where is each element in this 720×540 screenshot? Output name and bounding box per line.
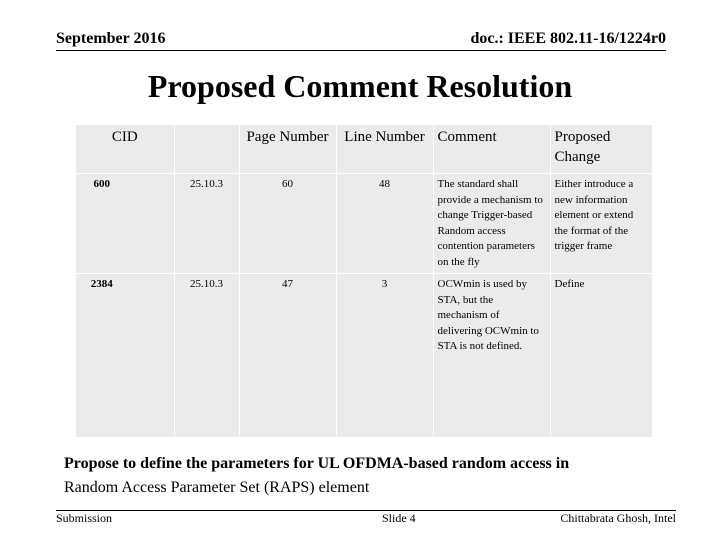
table-row bbox=[76, 274, 652, 436]
comment-table bbox=[76, 125, 652, 437]
table-header-row bbox=[76, 125, 652, 174]
cell-comment: The standard shall provide a mechanism to change Trigger-based Random access contention parameters on the fly bbox=[433, 174, 550, 274]
cell-line: 3 bbox=[336, 274, 433, 436]
footer-slide-number: Slide 4 bbox=[382, 511, 416, 525]
header-doc-id: doc.: IEEE 802.11-16/1224r0 bbox=[470, 30, 666, 47]
header-page-number: Page Number bbox=[239, 125, 336, 174]
header-cid: CID bbox=[76, 125, 174, 174]
cell-clause: 25.10.3 bbox=[174, 174, 239, 274]
header-clause bbox=[174, 125, 239, 174]
footer-submission: Submission bbox=[56, 511, 113, 525]
header-comment: Comment bbox=[433, 125, 550, 174]
slide-title: Proposed Comment Resolution bbox=[147, 68, 573, 104]
header-divider bbox=[56, 50, 666, 51]
cell-proposed-change: Either introduce a new information element or extend the format of the trigger frame bbox=[554, 178, 634, 252]
cell-cid: 600 bbox=[76, 174, 174, 274]
cell-page: 47 bbox=[239, 274, 336, 436]
cell-line: 48 bbox=[336, 174, 433, 274]
cell-cid: 2384 bbox=[76, 274, 174, 436]
header-proposed-change: Proposed Change bbox=[554, 129, 611, 165]
proposal-text bbox=[64, 452, 674, 500]
cell-comment: OCWmin is used by STA, but the mechanism of delivering OCWmin to STA is not defined. bbox=[433, 274, 550, 436]
header-line-number: Line Number bbox=[336, 125, 433, 174]
header-date: September 2016 bbox=[56, 30, 166, 47]
cell-page: 60 bbox=[239, 174, 336, 274]
proposal-bold-line: Propose to define the parameters for UL OFDMA-based random access in bbox=[64, 455, 570, 472]
cell-clause: 25.10.3 bbox=[174, 274, 239, 436]
proposal-normal-line: Random Access Parameter Set (RAPS) element bbox=[64, 479, 370, 496]
footer-author: Chittabrata Ghosh, Intel bbox=[560, 511, 676, 525]
table-row bbox=[76, 174, 652, 274]
cell-proposed-change: Define bbox=[554, 278, 585, 290]
